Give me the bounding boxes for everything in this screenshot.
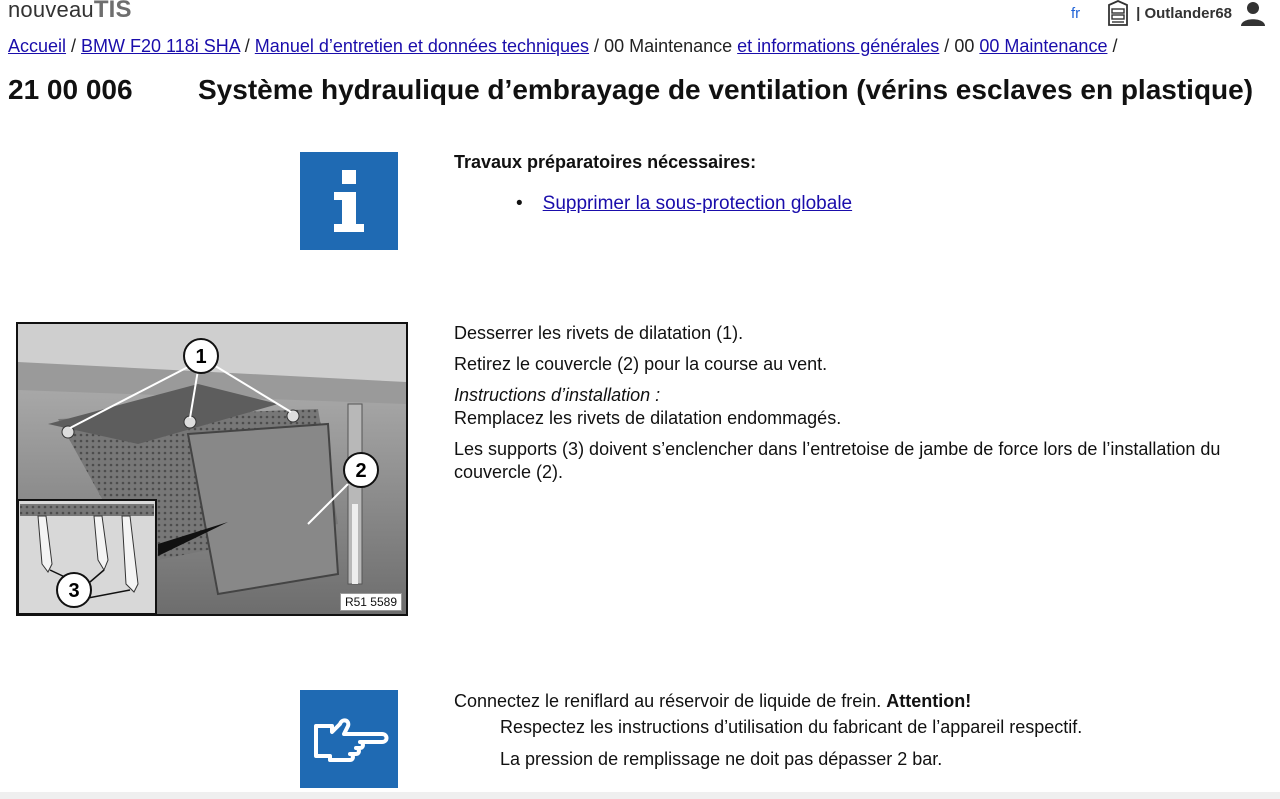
callout-1: 1 xyxy=(195,346,207,368)
username-label[interactable]: | Outlander68 xyxy=(1136,4,1232,22)
callout-2: 2 xyxy=(355,460,367,482)
installation-heading: Instructions d’installation : xyxy=(454,385,661,405)
header-tools xyxy=(1071,0,1266,26)
callout-3: 3 xyxy=(68,580,80,602)
user-icon[interactable] xyxy=(1240,0,1266,26)
figure-reference-label: R51 5589 xyxy=(340,593,402,611)
note-manufacturer-instructions: Respectez les instructions d’utilisation du fabricant de l’appareil respectif. xyxy=(500,717,1083,737)
preparation-heading: Travaux préparatoires nécessaires: xyxy=(454,152,757,172)
breadcrumb: Accueil / BMW F20 118i SHA / Manuel d’entretien et données techniques / 00 Maintenance et informations générales / 00 00 Maintenance / xyxy=(8,36,1118,56)
page-title xyxy=(8,74,1253,106)
preparation-list xyxy=(518,193,852,215)
breadcrumb-home[interactable]: Accueil xyxy=(8,36,67,56)
breadcrumb-manual[interactable]: Manuel d’entretien et données techniques xyxy=(254,36,590,56)
breadcrumb-maintenance-text: 00 Maintenance xyxy=(604,36,733,56)
step-replace-rivets: Remplacez les rivets de dilatation endommagés. xyxy=(454,408,842,428)
bottom-scroll-area xyxy=(0,792,1280,799)
step-loosen-rivets: Desserrer les rivets de dilatation (1). xyxy=(454,323,744,343)
breadcrumb-general-info[interactable]: et informations générales xyxy=(737,36,940,56)
connect-instructions xyxy=(454,689,1274,779)
language-switch[interactable]: fr xyxy=(1070,4,1081,22)
procedure-illustration xyxy=(16,322,408,616)
breadcrumb-00: 00 xyxy=(954,36,975,56)
page-title-text: Système hydraulique d’embrayage de ventilation (vérins esclaves en plastique) xyxy=(198,74,1254,105)
breadcrumb-vehicle[interactable]: BMW F20 118i SHA xyxy=(81,36,240,56)
note-filling-pressure: La pression de remplissage ne doit pas dépasser 2 bar. xyxy=(500,749,943,769)
page-code: 21 00 006 xyxy=(8,74,133,105)
filing-cabinet-icon[interactable] xyxy=(1106,0,1130,26)
preparation-link-underbody-protection[interactable]: Supprimer la sous-protection globale xyxy=(542,193,853,214)
pointing-hand-icon xyxy=(300,690,398,788)
info-icon xyxy=(300,152,398,250)
brand-suffix: TIS xyxy=(93,0,132,23)
step-remove-cover: Retirez le couvercle (2) pour la course au vent. xyxy=(454,354,828,374)
list-item xyxy=(518,193,852,215)
procedure-steps xyxy=(454,322,1274,492)
brand-prefix: nouveau xyxy=(8,0,94,22)
attention-label: Attention! xyxy=(886,691,972,711)
step-supports-engage: Les supports (3) doivent s’enclencher dans l’entretoise de jambe de force lors de l’installation du couvercle (2). xyxy=(454,439,1221,482)
brand-logo[interactable] xyxy=(8,0,132,24)
breadcrumb-00-maintenance[interactable]: 00 Maintenance xyxy=(979,36,1108,56)
connect-text: Connectez le reniflard au réservoir de liquide de frein. xyxy=(454,691,882,711)
